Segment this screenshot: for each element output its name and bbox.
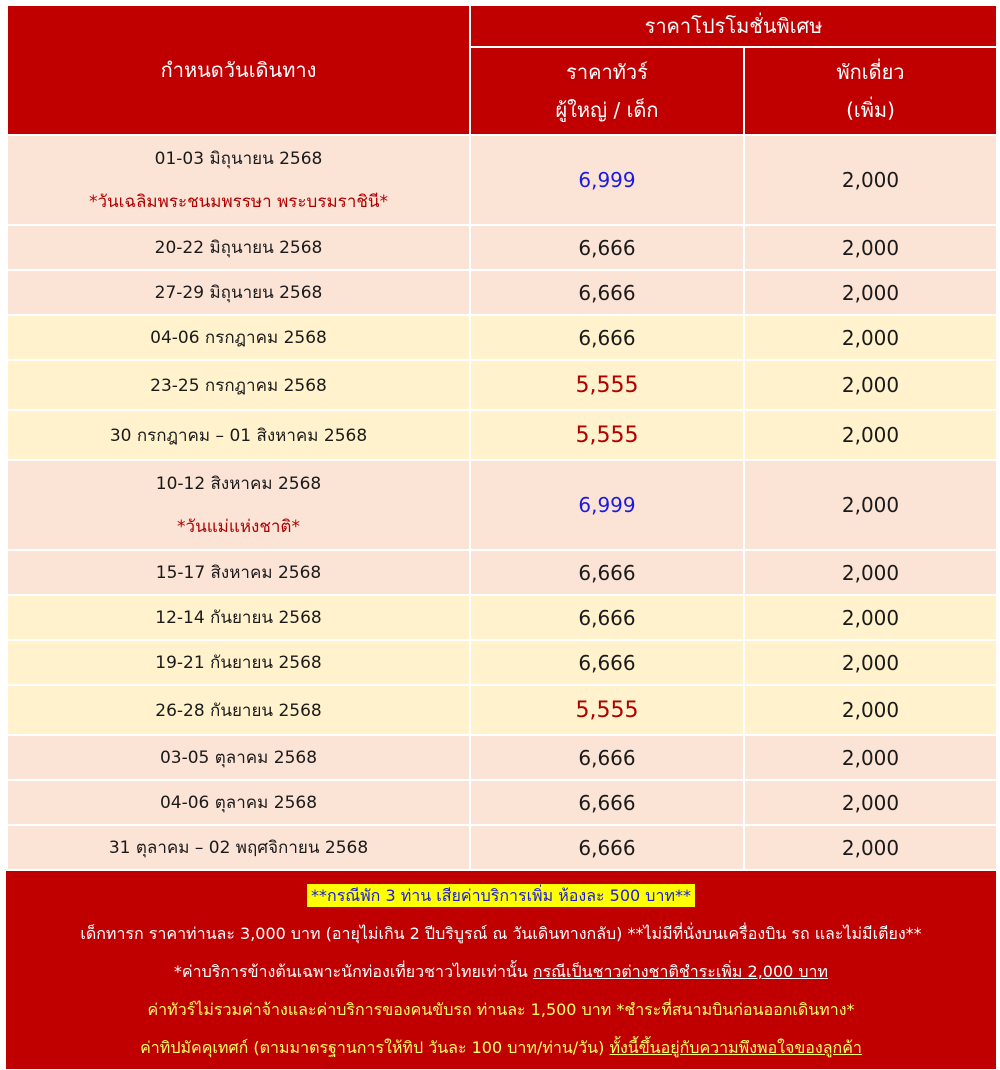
promo-header: ราคาโปรโมชั่นพิเศษ (470, 5, 997, 47)
holiday-label: *วันแม่แห่งชาติ* (177, 517, 300, 537)
triple-room-highlight: **กรณีพัก 3 ท่าน เสียค่าบริการเพิ่ม ห้องละ 500 บาท** (307, 884, 695, 907)
table-row (7, 825, 997, 870)
price-cell: 5,555 (470, 410, 744, 460)
foreigner-surcharge-text: กรณีเป็นชาวต่างชาติชำระเพิ่ม 2,000 บาท (532, 962, 829, 981)
single-supplement-cell: 2,000 (744, 595, 997, 640)
table-row (7, 135, 997, 225)
price-cell: 6,999 (470, 135, 744, 225)
date-cell: 12-14 กันยายน 2568 (7, 595, 470, 640)
date-cell: 27-29 มิถุนายน 2568 (7, 270, 470, 315)
tip-note-text: ค่าทิปมัคคุเทศก์ (ตามมาตรฐานการให้ทิป วันละ 100 บาท/ท่าน/วัน) (140, 1038, 610, 1057)
single-supplement-cell: 2,000 (744, 460, 997, 550)
single-supplement-cell: 2,000 (744, 315, 997, 360)
price-cell: 6,999 (470, 460, 744, 550)
date-cell (7, 460, 470, 550)
table-row (7, 270, 997, 315)
table-row (7, 640, 997, 685)
single-supplement-cell: 2,000 (744, 780, 997, 825)
single-column-header (744, 47, 997, 135)
date-cell: 15-17 สิงหาคม 2568 (7, 550, 470, 595)
note-tip (6, 1029, 996, 1067)
note-driver: ค่าทัวร์ไม่รวมค่าจ้างและค่าบริการของคนขับรถ ท่านละ 1,500 บาท *ชำระที่สนามบินก่อนออกเดินทาง* (147, 1000, 855, 1019)
price-cell: 6,666 (470, 595, 744, 640)
single-supplement-cell: 2,000 (744, 135, 997, 225)
date-cell: 31 ตุลาคม – 02 พฤศจิกายน 2568 (7, 825, 470, 870)
date-cell: 04-06 ตุลาคม 2568 (7, 780, 470, 825)
price-cell: 5,555 (470, 685, 744, 735)
date-text: 10-12 สิงหาคม 2568 (155, 474, 322, 494)
price-cell: 5,555 (470, 360, 744, 410)
table-row (7, 735, 997, 780)
notes-panel (6, 871, 996, 1069)
single-supplement-cell: 2,000 (744, 410, 997, 460)
table-row (7, 685, 997, 735)
table-row (7, 460, 997, 550)
price-cell: 6,666 (470, 315, 744, 360)
single-header-line2: (เพิ่ม) (846, 97, 895, 122)
single-supplement-cell: 2,000 (744, 685, 997, 735)
table-row (7, 410, 997, 460)
date-column-header: กำหนดวันเดินทาง (7, 5, 470, 135)
price-table (6, 4, 998, 871)
date-cell (7, 135, 470, 225)
single-supplement-cell: 2,000 (744, 225, 997, 270)
single-supplement-cell: 2,000 (744, 735, 997, 780)
holiday-label: *วันเฉลิมพระชนมพรรษา พระบรมราชินี* (88, 192, 389, 212)
date-cell: 03-05 ตุลาคม 2568 (7, 735, 470, 780)
price-cell: 6,666 (470, 640, 744, 685)
single-supplement-cell: 2,000 (744, 360, 997, 410)
table-row (7, 550, 997, 595)
price-column-header (470, 47, 744, 135)
single-supplement-cell: 2,000 (744, 550, 997, 595)
price-cell: 6,666 (470, 225, 744, 270)
price-header-line1: ราคาทัวร์ (566, 59, 648, 84)
date-cell: 26-28 กันยายน 2568 (7, 685, 470, 735)
price-cell: 6,666 (470, 735, 744, 780)
table-row (7, 595, 997, 640)
date-cell: 04-06 กรกฎาคม 2568 (7, 315, 470, 360)
price-cell: 6,666 (470, 825, 744, 870)
table-row (7, 225, 997, 270)
table-row (7, 780, 997, 825)
table-row (7, 360, 997, 410)
date-cell: 20-22 มิถุนายน 2568 (7, 225, 470, 270)
price-cell: 6,666 (470, 780, 744, 825)
price-header-line2: ผู้ใหญ่ / เด็ก (555, 97, 659, 122)
single-supplement-cell: 2,000 (744, 270, 997, 315)
table-row (7, 315, 997, 360)
note-infant: เด็กทารก ราคาท่านละ 3,000 บาท (อายุไม่เกิน 2 ปีบริบูรณ์ ณ วันเดินทางกลับ) **ไม่มีที่นั่งบนเครื่องบิน รถ และไม่มีเตียง** (80, 924, 922, 943)
note-foreigner (6, 953, 996, 991)
single-supplement-cell: 2,000 (744, 825, 997, 870)
single-header-line1: พักเดี่ยว (836, 59, 905, 84)
price-cell: 6,666 (470, 550, 744, 595)
tip-satisfaction-text: ทั้งนี้ขึ้นอยู่กับความพึงพอใจของลูกค้า (609, 1038, 862, 1057)
date-cell: 19-21 กันยายน 2568 (7, 640, 470, 685)
note-triple-room (6, 877, 996, 915)
date-cell: 23-25 กรกฎาคม 2568 (7, 360, 470, 410)
service-note-text: *ค่าบริการข้างต้นเฉพาะนักท่องเที่ยวชาวไทยเท่านั้น (173, 962, 533, 981)
date-cell: 30 กรกฎาคม – 01 สิงหาคม 2568 (7, 410, 470, 460)
date-text: 01-03 มิถุนายน 2568 (154, 149, 323, 169)
price-cell: 6,666 (470, 270, 744, 315)
single-supplement-cell: 2,000 (744, 640, 997, 685)
